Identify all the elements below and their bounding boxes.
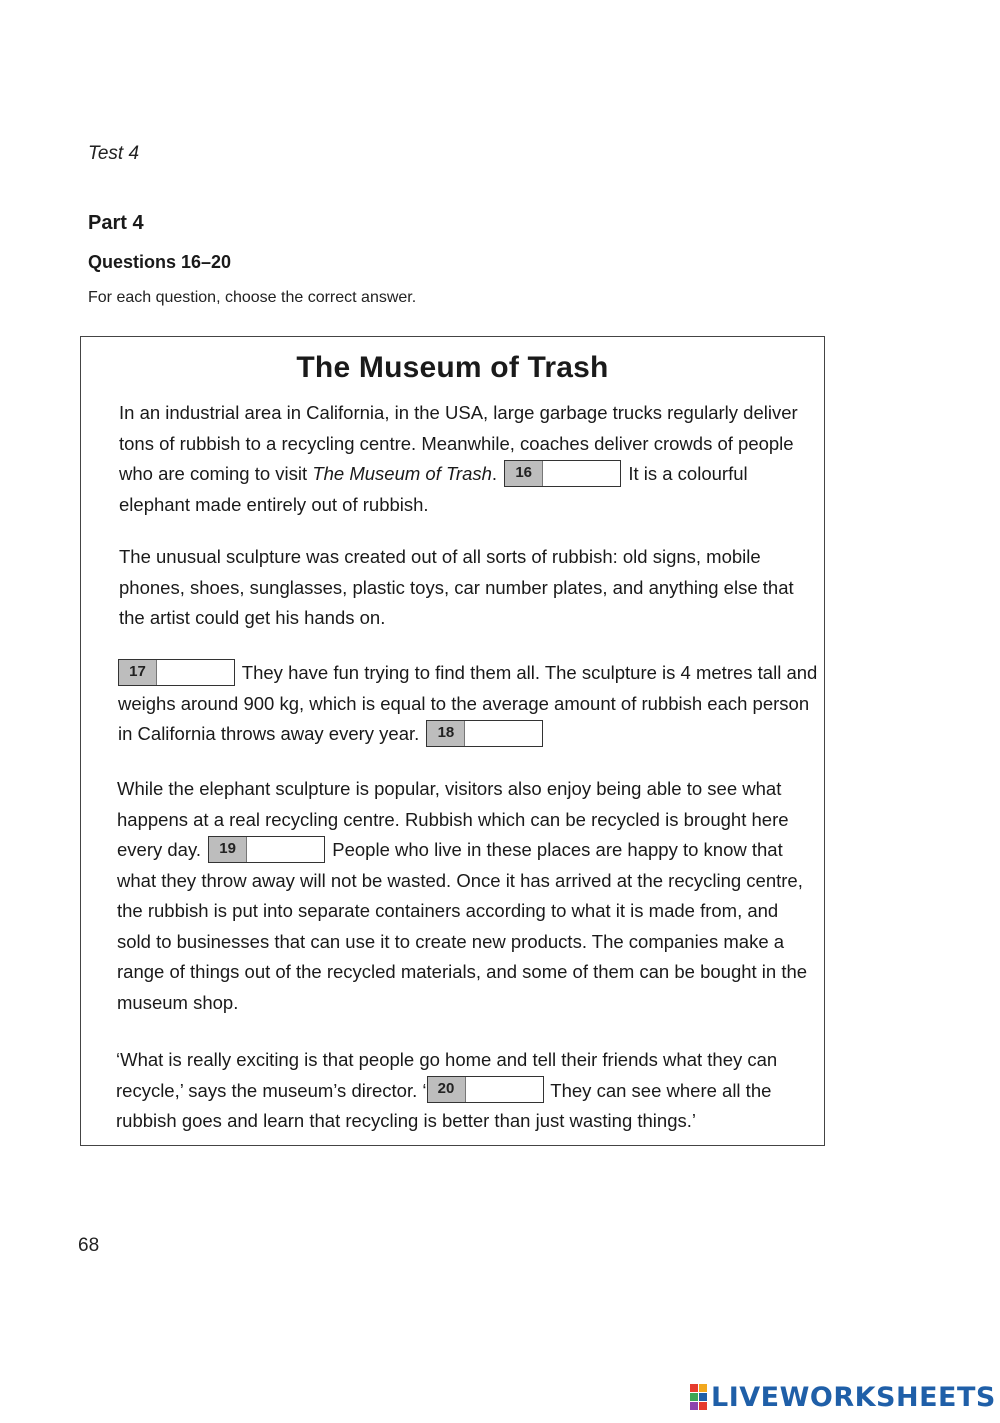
gap-blank-16[interactable] <box>543 461 620 486</box>
gap-number-18: 18 <box>427 721 465 746</box>
paragraph-5-text-a: ‘What is really exciting is that people go home and tell their friends what they can recycle,’ says the museum’s director. ‘ <box>116 1049 778 1101</box>
paragraph-5 <box>116 1045 816 1137</box>
paragraph-4-text-a: While the elephant sculpture is popular, visitors also enjoy being able to see what happens at a real recycling centre. Rubbish which can be recycled is brought here every day. <box>117 778 789 860</box>
gap-blank-17[interactable] <box>157 660 234 685</box>
paragraph-4-text-b: People who live in these places are happy to know that what they throw away will not be wasted. Once it has arrived at the recycling centre, the rubbish is put into separate containers according to what it is made from, and sold to businesses that can use it to create new products. The companies make a range of things out of the recycled materials, and some of them can be bought in the museum shop. <box>117 839 808 1013</box>
liveworksheets-mark-icon <box>690 1384 707 1410</box>
article-title: The Museum of Trash <box>296 351 609 384</box>
gap-number-17: 17 <box>119 660 157 685</box>
answer-gap-20[interactable] <box>427 1076 544 1103</box>
paragraph-3 <box>118 658 818 750</box>
gap-number-16: 16 <box>505 461 543 486</box>
instruction-text: For each question, choose the correct answer. <box>88 289 417 306</box>
paragraph-1-text-b: . <box>491 463 498 484</box>
paragraph-3-text-a: They have fun trying to find them all. The sculpture is 4 metres tall and weighs around 900 kg, which is equal to the average amount of rubbish each person in California throws away every year. <box>118 662 818 744</box>
gap-number-19: 19 <box>209 837 247 862</box>
museum-name-italic: The Museum of Trash <box>312 463 492 484</box>
gap-blank-18[interactable] <box>465 721 542 746</box>
article-box <box>80 336 825 1146</box>
paragraph-1 <box>119 398 809 520</box>
test-label: Test 4 <box>88 143 140 164</box>
gap-number-20: 20 <box>428 1077 466 1102</box>
paragraph-5-text-b: They can see where all the rubbish goes and learn that recycling is better than just wasting things.’ <box>116 1079 772 1131</box>
questions-title: Questions 16–20 <box>88 252 232 272</box>
paragraph-4 <box>117 774 817 1018</box>
gap-blank-20[interactable] <box>466 1077 543 1102</box>
liveworksheets-logo-text: LIVEWORKSHEETS <box>711 1381 996 1413</box>
answer-gap-17[interactable] <box>118 659 235 686</box>
paragraph-1-text-a: In an industrial area in California, in the USA, large garbage trucks regularly deliver tons of rubbish to a recycling centre. Meanwhile, coaches deliver crowds of people who are coming to visit <box>119 402 798 484</box>
part-title: Part 4 <box>88 212 144 234</box>
liveworksheets-logo[interactable] <box>690 1381 996 1413</box>
paragraph-1-text-c: It is a colourful elephant made entirely out of rubbish. <box>119 463 748 515</box>
answer-gap-19[interactable] <box>208 836 325 863</box>
page-number: 68 <box>78 1235 100 1256</box>
answer-gap-16[interactable] <box>504 460 621 487</box>
answer-gap-18[interactable] <box>426 720 543 747</box>
paragraph-2: The unusual sculpture was created out of all sorts of rubbish: old signs, mobile phones, shoes, sunglasses, plastic toys, car number plates, and anything else that the artist could get his hands on. <box>119 546 794 628</box>
gap-blank-19[interactable] <box>247 837 324 862</box>
